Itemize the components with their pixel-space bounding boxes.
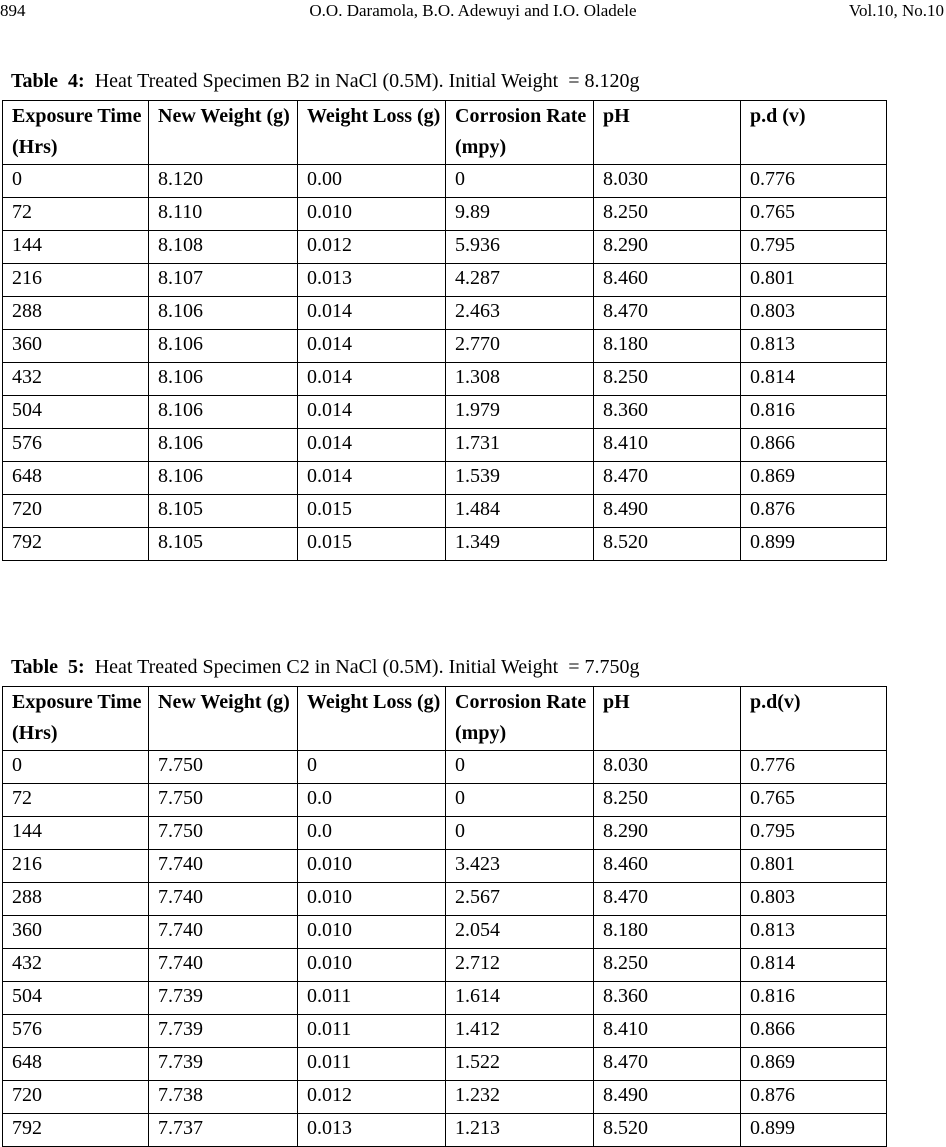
table-cell: 144 xyxy=(3,231,149,264)
table-row xyxy=(3,1114,887,1147)
table-cell: 0.765 xyxy=(741,198,887,231)
table-cell: 0.816 xyxy=(741,396,887,429)
table-cell: 8.106 xyxy=(149,363,298,396)
table-cell: 0.813 xyxy=(741,330,887,363)
table-cell: 7.738 xyxy=(149,1081,298,1114)
table-cell: 8.107 xyxy=(149,264,298,297)
table-cell: 1.484 xyxy=(446,495,594,528)
table-cell: 0.803 xyxy=(741,883,887,916)
table-cell: 0.00 xyxy=(298,165,446,198)
table-row xyxy=(3,916,887,949)
table-cell: 0.014 xyxy=(298,429,446,462)
table-cell: 432 xyxy=(3,949,149,982)
table-cell: 0.801 xyxy=(741,850,887,883)
table-cell: 8.105 xyxy=(149,528,298,561)
table-cell: 7.750 xyxy=(149,784,298,817)
table-cell: 0.010 xyxy=(298,949,446,982)
table-cell: 2.770 xyxy=(446,330,594,363)
table-cell: 0.776 xyxy=(741,751,887,784)
table-row xyxy=(3,495,887,528)
table-cell: 216 xyxy=(3,850,149,883)
table-cell: 7.740 xyxy=(149,949,298,982)
table-cell: 0 xyxy=(3,165,149,198)
table-row xyxy=(3,982,887,1015)
table-cell: 7.750 xyxy=(149,751,298,784)
table-cell: 0 xyxy=(298,751,446,784)
table-cell: 0.013 xyxy=(298,264,446,297)
table-cell: 288 xyxy=(3,297,149,330)
table-row xyxy=(3,784,887,817)
table-row xyxy=(3,1015,887,1048)
table-cell: 7.737 xyxy=(149,1114,298,1147)
table-cell: 8.250 xyxy=(594,363,741,396)
table-cell: 0.014 xyxy=(298,297,446,330)
table-5-label: Table 5: xyxy=(11,656,85,678)
table-cell: 8.470 xyxy=(594,1048,741,1081)
table-cell: 9.89 xyxy=(446,198,594,231)
table-cell: 4.287 xyxy=(446,264,594,297)
table-cell: 8.460 xyxy=(594,850,741,883)
table-cell: 7.750 xyxy=(149,817,298,850)
column-header: pH xyxy=(594,687,741,751)
table-cell: 8.106 xyxy=(149,396,298,429)
table-cell: 720 xyxy=(3,1081,149,1114)
table-cell: 8.110 xyxy=(149,198,298,231)
table-cell: 8.120 xyxy=(149,165,298,198)
column-header: New Weight (g) xyxy=(149,101,298,165)
table-5-caption xyxy=(11,655,640,679)
table-cell: 0.776 xyxy=(741,165,887,198)
table-cell: 288 xyxy=(3,883,149,916)
table-cell: 0.010 xyxy=(298,883,446,916)
table-cell: 0.899 xyxy=(741,528,887,561)
table-cell: 8.106 xyxy=(149,330,298,363)
table-cell: 8.460 xyxy=(594,264,741,297)
table-cell: 8.108 xyxy=(149,231,298,264)
table-row xyxy=(3,363,887,396)
table-cell: 0.866 xyxy=(741,429,887,462)
table-cell: 8.490 xyxy=(594,495,741,528)
table-cell: 1.539 xyxy=(446,462,594,495)
table-cell: 7.740 xyxy=(149,883,298,916)
table-cell: 8.360 xyxy=(594,982,741,1015)
column-header: p.d(v) xyxy=(741,687,887,751)
table-cell: 0.899 xyxy=(741,1114,887,1147)
table-cell: 8.520 xyxy=(594,528,741,561)
table-cell: 0.010 xyxy=(298,850,446,883)
table-cell: 72 xyxy=(3,198,149,231)
table-cell: 8.410 xyxy=(594,1015,741,1048)
table-cell: 8.470 xyxy=(594,883,741,916)
table-cell: 360 xyxy=(3,916,149,949)
table-cell: 792 xyxy=(3,528,149,561)
table-cell: 0.014 xyxy=(298,462,446,495)
page-number: 894 xyxy=(0,1,26,20)
table-cell: 0.014 xyxy=(298,363,446,396)
table-cell: 720 xyxy=(3,495,149,528)
table-header-row xyxy=(3,101,887,165)
table-cell: 7.739 xyxy=(149,1015,298,1048)
column-header: pH xyxy=(594,101,741,165)
table-cell: 8.250 xyxy=(594,784,741,817)
table-cell: 8.180 xyxy=(594,916,741,949)
table-row xyxy=(3,850,887,883)
table-row xyxy=(3,297,887,330)
table-cell: 0.010 xyxy=(298,916,446,949)
table-cell: 0.010 xyxy=(298,198,446,231)
table-cell: 0.876 xyxy=(741,495,887,528)
table-row xyxy=(3,429,887,462)
table-row xyxy=(3,330,887,363)
table-cell: 360 xyxy=(3,330,149,363)
table-cell: 8.470 xyxy=(594,462,741,495)
table-cell: 0.012 xyxy=(298,231,446,264)
table-cell: 8.360 xyxy=(594,396,741,429)
column-header: Exposure Time (Hrs) xyxy=(3,687,149,751)
column-header: Corrosion Rate (mpy) xyxy=(446,687,594,751)
table-cell: 0.765 xyxy=(741,784,887,817)
table-4-caption-text: Heat Treated Specimen B2 in NaCl (0.5M). Initial Weight = 8.120g xyxy=(84,70,640,92)
table-cell: 0.011 xyxy=(298,1048,446,1081)
table-cell: 72 xyxy=(3,784,149,817)
table-cell: 7.739 xyxy=(149,982,298,1015)
table-row xyxy=(3,949,887,982)
table-row xyxy=(3,264,887,297)
table-cell: 8.106 xyxy=(149,297,298,330)
table-cell: 0.801 xyxy=(741,264,887,297)
table-cell: 576 xyxy=(3,429,149,462)
table-cell: 8.490 xyxy=(594,1081,741,1114)
table-cell: 8.250 xyxy=(594,198,741,231)
table-cell: 504 xyxy=(3,396,149,429)
table-cell: 7.739 xyxy=(149,1048,298,1081)
table-cell: 0.866 xyxy=(741,1015,887,1048)
table-cell: 0.795 xyxy=(741,231,887,264)
table-row xyxy=(3,1048,887,1081)
table-4-caption xyxy=(11,69,640,93)
table-row xyxy=(3,817,887,850)
table-cell: 2.463 xyxy=(446,297,594,330)
column-header: Weight Loss (g) xyxy=(298,101,446,165)
table-cell: 8.520 xyxy=(594,1114,741,1147)
table-cell: 1.349 xyxy=(446,528,594,561)
table-cell: 0.014 xyxy=(298,330,446,363)
table-cell: 8.030 xyxy=(594,751,741,784)
table-row xyxy=(3,1081,887,1114)
table-cell: 8.410 xyxy=(594,429,741,462)
column-header: Corrosion Rate (mpy) xyxy=(446,101,594,165)
table-4 xyxy=(2,100,887,561)
table-cell: 0.011 xyxy=(298,1015,446,1048)
table-cell: 0.816 xyxy=(741,982,887,1015)
table-cell: 0.814 xyxy=(741,949,887,982)
table-row xyxy=(3,231,887,264)
table-cell: 1.731 xyxy=(446,429,594,462)
table-cell: 7.740 xyxy=(149,916,298,949)
table-cell: 0.012 xyxy=(298,1081,446,1114)
table-cell: 648 xyxy=(3,462,149,495)
table-cell: 8.030 xyxy=(594,165,741,198)
page-header xyxy=(0,0,946,26)
table-cell: 8.180 xyxy=(594,330,741,363)
column-header: New Weight (g) xyxy=(149,687,298,751)
table-cell: 0.015 xyxy=(298,495,446,528)
table-cell: 3.423 xyxy=(446,850,594,883)
table-cell: 0 xyxy=(446,751,594,784)
table-cell: 0.803 xyxy=(741,297,887,330)
table-5 xyxy=(2,686,887,1147)
table-cell: 0 xyxy=(446,165,594,198)
table-cell: 8.106 xyxy=(149,462,298,495)
table-cell: 0.814 xyxy=(741,363,887,396)
table-cell: 1.979 xyxy=(446,396,594,429)
table-cell: 1.308 xyxy=(446,363,594,396)
table-cell: 8.290 xyxy=(594,231,741,264)
table-cell: 0 xyxy=(446,784,594,817)
table-cell: 0.869 xyxy=(741,462,887,495)
table-cell: 2.712 xyxy=(446,949,594,982)
table-cell: 7.740 xyxy=(149,850,298,883)
table-cell: 1.232 xyxy=(446,1081,594,1114)
table-cell: 8.290 xyxy=(594,817,741,850)
table-cell: 2.567 xyxy=(446,883,594,916)
table-cell: 576 xyxy=(3,1015,149,1048)
table-cell: 216 xyxy=(3,264,149,297)
table-cell: 144 xyxy=(3,817,149,850)
table-cell: 432 xyxy=(3,363,149,396)
table-5-caption-text: Heat Treated Specimen C2 in NaCl (0.5M). Initial Weight = 7.750g xyxy=(84,656,640,678)
running-authors: O.O. Daramola, B.O. Adewuyi and I.O. Oladele xyxy=(309,1,637,20)
table-cell: 648 xyxy=(3,1048,149,1081)
table-cell: 8.470 xyxy=(594,297,741,330)
table-cell: 0.014 xyxy=(298,396,446,429)
table-row xyxy=(3,883,887,916)
table-row xyxy=(3,751,887,784)
table-4-label: Table 4: xyxy=(11,70,85,92)
table-row xyxy=(3,165,887,198)
table-cell: 1.213 xyxy=(446,1114,594,1147)
table-cell: 0.015 xyxy=(298,528,446,561)
table-cell: 0.0 xyxy=(298,817,446,850)
table-cell: 2.054 xyxy=(446,916,594,949)
table-row xyxy=(3,198,887,231)
table-cell: 0.013 xyxy=(298,1114,446,1147)
table-cell: 0.0 xyxy=(298,784,446,817)
table-cell: 0 xyxy=(446,817,594,850)
table-cell: 8.105 xyxy=(149,495,298,528)
table-cell: 0.795 xyxy=(741,817,887,850)
table-cell: 1.412 xyxy=(446,1015,594,1048)
table-cell: 8.250 xyxy=(594,949,741,982)
table-header-row xyxy=(3,687,887,751)
table-cell: 5.936 xyxy=(446,231,594,264)
table-cell: 792 xyxy=(3,1114,149,1147)
table-cell: 0 xyxy=(3,751,149,784)
journal-volume: Vol.10, No.10 xyxy=(848,1,944,20)
table-row xyxy=(3,528,887,561)
column-header: p.d (v) xyxy=(741,101,887,165)
table-cell: 1.522 xyxy=(446,1048,594,1081)
table-cell: 504 xyxy=(3,982,149,1015)
table-cell: 0.869 xyxy=(741,1048,887,1081)
column-header: Weight Loss (g) xyxy=(298,687,446,751)
table-cell: 0.011 xyxy=(298,982,446,1015)
table-cell: 0.876 xyxy=(741,1081,887,1114)
table-cell: 8.106 xyxy=(149,429,298,462)
table-row xyxy=(3,462,887,495)
table-cell: 1.614 xyxy=(446,982,594,1015)
table-row xyxy=(3,396,887,429)
column-header: Exposure Time (Hrs) xyxy=(3,101,149,165)
table-cell: 0.813 xyxy=(741,916,887,949)
